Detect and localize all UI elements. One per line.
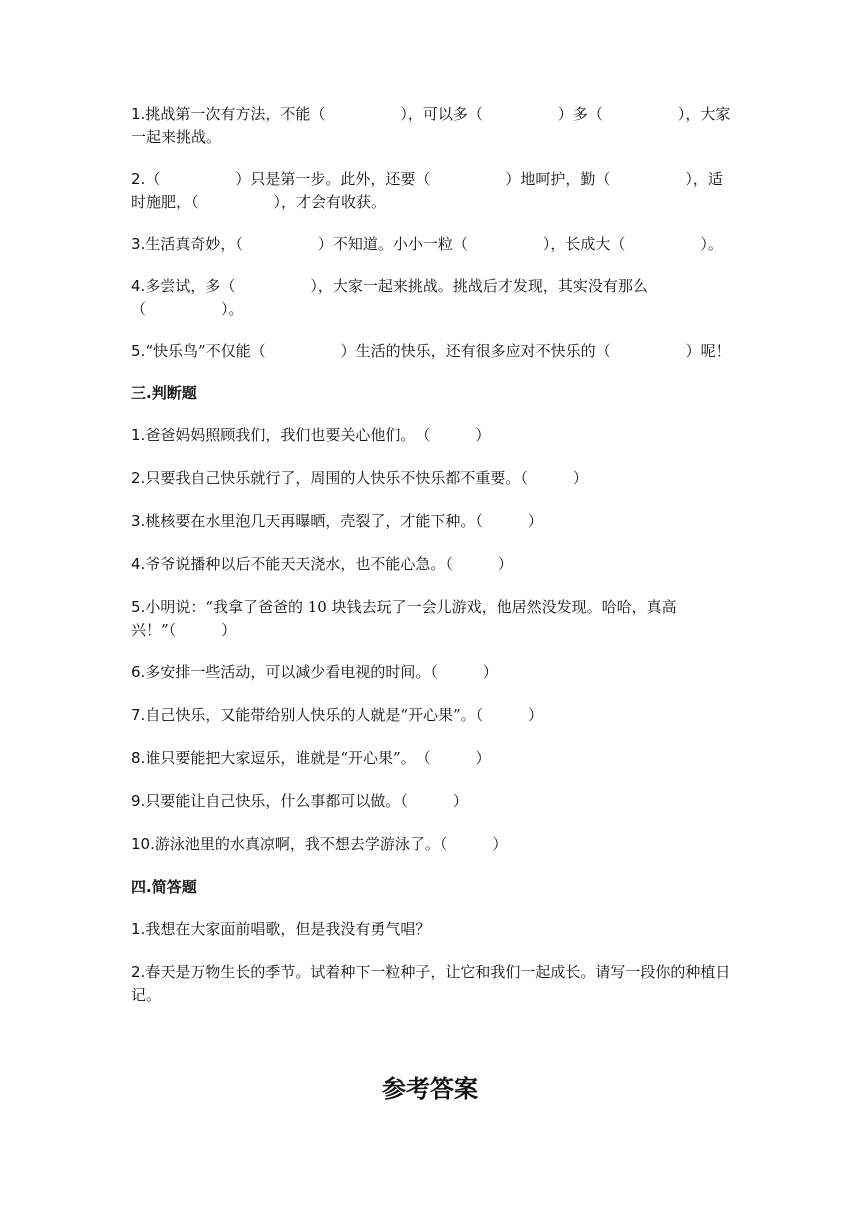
fill-blank-section: [131, 103, 731, 363]
judge-question-5: 5.小明说：“我拿了爸爸的 10 块钱去玩了一会儿游戏，他居然没发现。哈哈，真高兴！”（ ）: [131, 598, 677, 639]
fill-question-4: 4.多尝试，多（ ），大家一起来挑战。挑战后才发现，其实没有那么（ ）。: [131, 277, 648, 318]
answer-key-title: 参考答案: [382, 1074, 478, 1103]
judge-question-2: 2.只要我自己快乐就行了，周围的人快乐不快乐都不重要。（ ）: [131, 469, 588, 487]
section-heading-short: 四.简答题: [131, 878, 197, 896]
fill-question-3: 3.生活真奇妙，（ ）不知道。小小一粒（ ），长成大（ ）。: [131, 235, 723, 253]
judge-question-8: 8.谁只要能把大家逗乐，谁就是“开心果”。 （ ）: [131, 749, 491, 767]
short-question-2: 2.春天是万物生长的季节。试着种下一粒种子，让它和我们一起成长。请写一段你的种植日记。: [131, 963, 731, 1004]
judge-question-9: 9.只要能让自己快乐，什么事都可以做。（ ）: [131, 792, 468, 810]
judge-question-10: 10.游泳池里的水真凉啊，我不想去学游泳了。（ ）: [131, 835, 508, 853]
short-question-1: 1.我想在大家面前唱歌，但是我没有勇气唱？: [131, 920, 431, 938]
judge-question-3: 3.桃核要在水里泡几天再曝晒，壳裂了，才能下种。（ ）: [131, 512, 543, 530]
judge-question-4: 4.爷爷说播种以后不能天天浇水，也不能心急。（ ）: [131, 555, 513, 573]
section-heading-judge: 三.判断题: [131, 384, 197, 402]
short-answer-section: [131, 876, 731, 1007]
judge-question-7: 7.自己快乐，又能带给别人快乐的人就是“开心果”。（ ）: [131, 706, 544, 724]
judge-section: [131, 382, 731, 856]
fill-question-5: 5.“快乐鸟”不仅能（ ）生活的快乐，还有很多应对不快乐的（ ）呢！: [131, 342, 731, 360]
judge-question-6: 6.多安排一些活动，可以减少看电视的时间。（ ）: [131, 663, 498, 681]
worksheet-page: [131, 103, 731, 1026]
judge-question-1: 1.爸爸妈妈照顾我们，我们也要关心他们。 （ ）: [131, 426, 491, 444]
fill-question-1: 1.挑战第一次有方法，不能（ ），可以多（ ）多（ ），大家一起来挑战。: [131, 105, 731, 146]
fill-question-2: 2.（ ）只是第一步。此外，还要（ ）地呵护，勤（ ），适时施肥，（ ），才会有收获。: [131, 170, 723, 211]
